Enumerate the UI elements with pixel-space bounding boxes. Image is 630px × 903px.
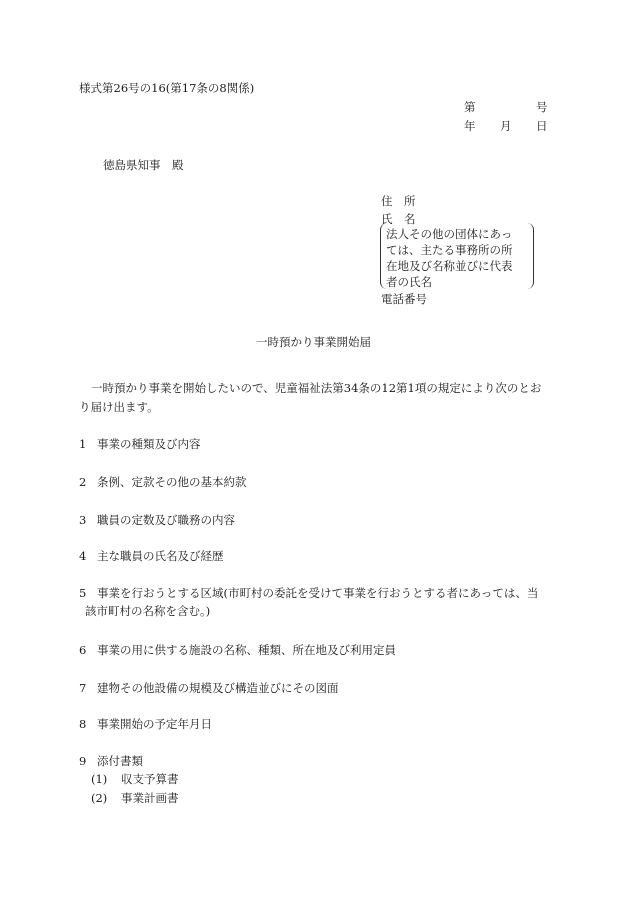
attachment-text: 収支予算書 xyxy=(121,772,179,786)
item-text: 事業の種類及び内容 xyxy=(97,437,201,451)
attachment-number: (1) xyxy=(91,772,108,786)
item-number: 1 xyxy=(79,437,87,451)
item-text: 条例、定款その他の基本約款 xyxy=(97,475,247,489)
body-line: 一時預かり事業を開始したいので、児童福祉法第34条の12第1項の規定により次のとお xyxy=(91,381,542,395)
item-text: 主な職員の氏名及び経歴 xyxy=(97,549,224,563)
item-text: 事業の用に供する施設の名称、種類、所在地及び利用定員 xyxy=(97,643,396,657)
item-text: 事業開始の予定年月日 xyxy=(97,717,212,731)
note-line: 法人その他の団体にあっ xyxy=(386,227,513,241)
item-number: 4 xyxy=(79,549,87,563)
item-number: 9 xyxy=(79,754,87,768)
item-text: 添付書類 xyxy=(97,754,143,768)
body-line: り届け出ます。 xyxy=(79,400,159,414)
date-month-label: 月 xyxy=(500,119,512,133)
attachment-number: (2) xyxy=(91,791,108,805)
item-text: 建物その他設備の規模及び構造並びにその図面 xyxy=(97,681,339,695)
name-label: 氏 名 xyxy=(381,212,416,226)
address-label: 住 所 xyxy=(381,194,416,208)
date-day-label: 日 xyxy=(536,119,548,133)
note-line: 在地及び名称並びに代表 xyxy=(386,259,513,273)
item-number: 2 xyxy=(79,475,87,489)
item-text: 事業を行おうとする区域(市町村の委託を受けて事業を行おうとする者にあっては、当 xyxy=(97,586,539,600)
item-number: 7 xyxy=(79,681,87,695)
document-title: 一時預かり事業開始届 xyxy=(256,335,371,349)
item-number: 5 xyxy=(79,586,87,600)
note-line: 者の氏名 xyxy=(386,275,432,289)
attachment-text: 事業計画書 xyxy=(121,791,179,805)
item-number: 6 xyxy=(79,643,87,657)
number-label-prefix: 第 xyxy=(464,100,476,114)
date-year-label: 年 xyxy=(464,119,476,133)
item-text: 職員の定数及び職務の内容 xyxy=(97,513,235,527)
number-label-suffix: 号 xyxy=(536,100,548,114)
addressee: 徳島県知事 殿 xyxy=(103,158,184,172)
item-number: 8 xyxy=(79,717,87,731)
item-text-continuation: 該市町村の名称を含む。) xyxy=(85,604,211,618)
phone-label: 電話番号 xyxy=(381,292,427,306)
item-number: 3 xyxy=(79,513,87,527)
form-id: 様式第26号の16(第17条の8関係) xyxy=(79,81,255,95)
note-line: ては、主たる事務所の所 xyxy=(386,243,513,257)
